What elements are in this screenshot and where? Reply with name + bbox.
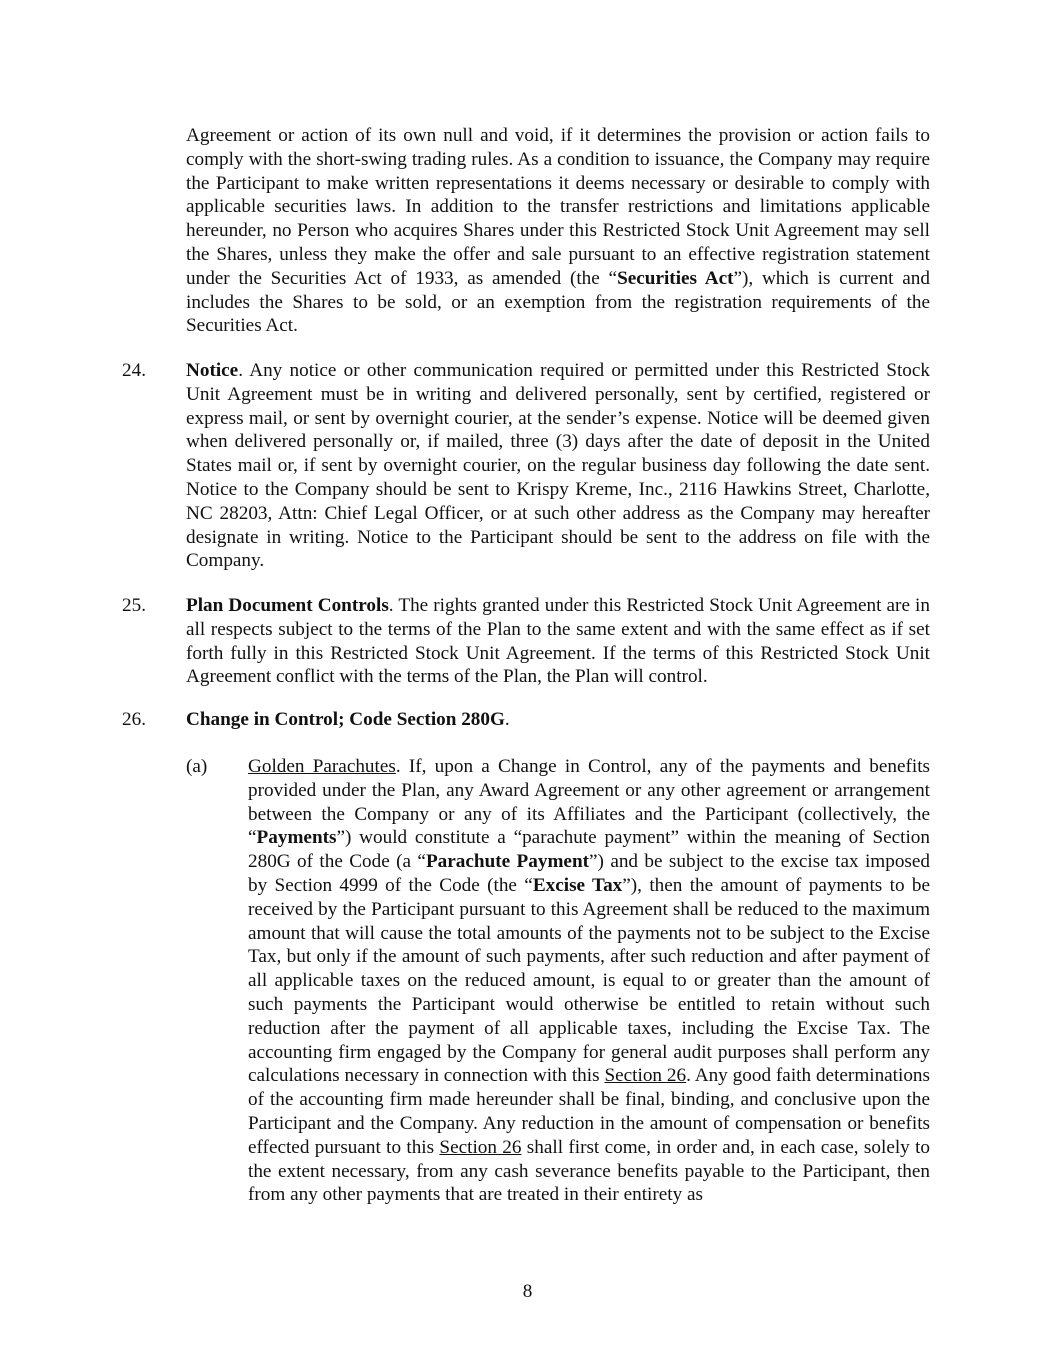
- section-25-number: 25.: [122, 595, 146, 616]
- payments-term: Payments: [256, 827, 337, 849]
- sub-a-text-5: . Any good faith determinations of the accounting firm made hereunder shall be final, binding, and conclusive upon the Participant and the Company. Any reduction in the amount of compensation or benefits effected pursuant to this: [248, 1065, 930, 1158]
- section-24-number: 24.: [122, 360, 146, 381]
- section-24-heading: Notice: [186, 360, 239, 381]
- intro-text-2: ”), which is current and includes the Shares to be sold, or an exemption from the registration requirements of the Securities Act.: [186, 267, 930, 337]
- excise-tax-term: Excise Tax: [532, 874, 623, 896]
- section-26-number: 26.: [122, 709, 146, 730]
- parachute-payment-term: Parachute Payment: [425, 851, 590, 873]
- section-26-reference-2: Section 26: [439, 1136, 522, 1158]
- subsection-a-label: (a): [186, 756, 208, 777]
- page-number: 8: [522, 1281, 533, 1302]
- sub-a-text-2: ”) would constitute a “parachute payment” within the meaning of Section 280G of the Code (a “: [248, 827, 930, 873]
- section-26-reference-1: Section 26: [604, 1065, 687, 1087]
- sub-a-text-6: shall first come, in order and, in each case, solely to the extent necessary, from any cash severance benefits payable to the Participant, then from any other payments that are treated in their entirety as: [248, 1136, 930, 1206]
- section-25-paragraph: [186, 594, 930, 689]
- section-26-heading: Change in Control; Code Section 280G: [186, 709, 505, 730]
- sub-a-text-1: . If, upon a Change in Control, any of the payments and benefits provided under the Plan, any Award Agreement or any other agreement or arrangement between the Company or any of its Affiliates and the Participant (collectively, the “: [248, 756, 930, 849]
- section-25-heading: Plan Document Controls: [186, 595, 389, 616]
- section-24-text: . Any notice or other communication required or permitted under this Restricted Stock Unit Agreement must be in writing and delivered personally, sent by certified, registered or express mail, or sent by overnight courier, at the sender’s expense. Notice will be deemed given when delivered personally or, if mailed, three (3) days after the date of deposit in the United States mail or, if sent by overnight courier, on the regular business day following the date sent. Notice to the Company should be sent to Krispy Kreme, Inc., 2116 Hawkins Street, Charlotte, NC 28203, Attn: Chief Legal Officer, or at such other address as the Company may hereafter designate in writing. Notice to the Participant should be sent to the address on file with the Company.: [186, 360, 930, 572]
- intro-text-1: Agreement or action of its own null and void, if it determines the provision or action fails to comply with the short-swing trading rules. As a condition to issuance, the Company may require the Participant to make written representations it deems necessary or desirable to comply with applicable securities laws. In addition to the transfer restrictions and limitations applicable hereunder, no Person who acquires Shares under this Restricted Stock Unit Agreement may sell the Shares, unless they make the offer and sale pursuant to an effective registration statement under the Securities Act of 1933, as amended (the “: [186, 125, 930, 289]
- section-25-text: . The rights granted under this Restricted Stock Unit Agreement are in all respects subject to the terms of the Plan to the same extent and with the same effect as if set forth fully in this Restricted Stock Unit Agreement. If the terms of this Restricted Stock Unit Agreement conflict with the terms of the Plan, the Plan will control.: [186, 595, 930, 688]
- golden-parachutes-title: Golden Parachutes: [248, 756, 396, 777]
- intro-paragraph: [186, 124, 930, 338]
- securities-act-term: Securities Act: [617, 267, 734, 289]
- section-24-paragraph: [186, 359, 930, 573]
- section-26-period: .: [504, 709, 510, 730]
- sub-a-text-4: ”), then the amount of payments to be received by the Participant pursuant to this Agreement shall be reduced to the maximum amount that will cause the total amounts of the payments not to be subject to the Excise Tax, but only if the amount of such payments, after such reduction and after payment of all applicable taxes on the reduced amount, is equal to or greater than the amount of such payments the Participant would otherwise be entitled to retain without such reduction after the payment of all applicable taxes, including the Excise Tax. The accounting firm engaged by the Company for general audit purposes shall perform any calculations necessary in connection with this: [248, 874, 930, 1087]
- section-26-heading-line: [186, 708, 930, 732]
- sub-a-text-3: ”) and be subject to the excise tax imposed by Section 4999 of the Code (the “: [248, 851, 930, 896]
- subsection-a-paragraph: [248, 755, 930, 1207]
